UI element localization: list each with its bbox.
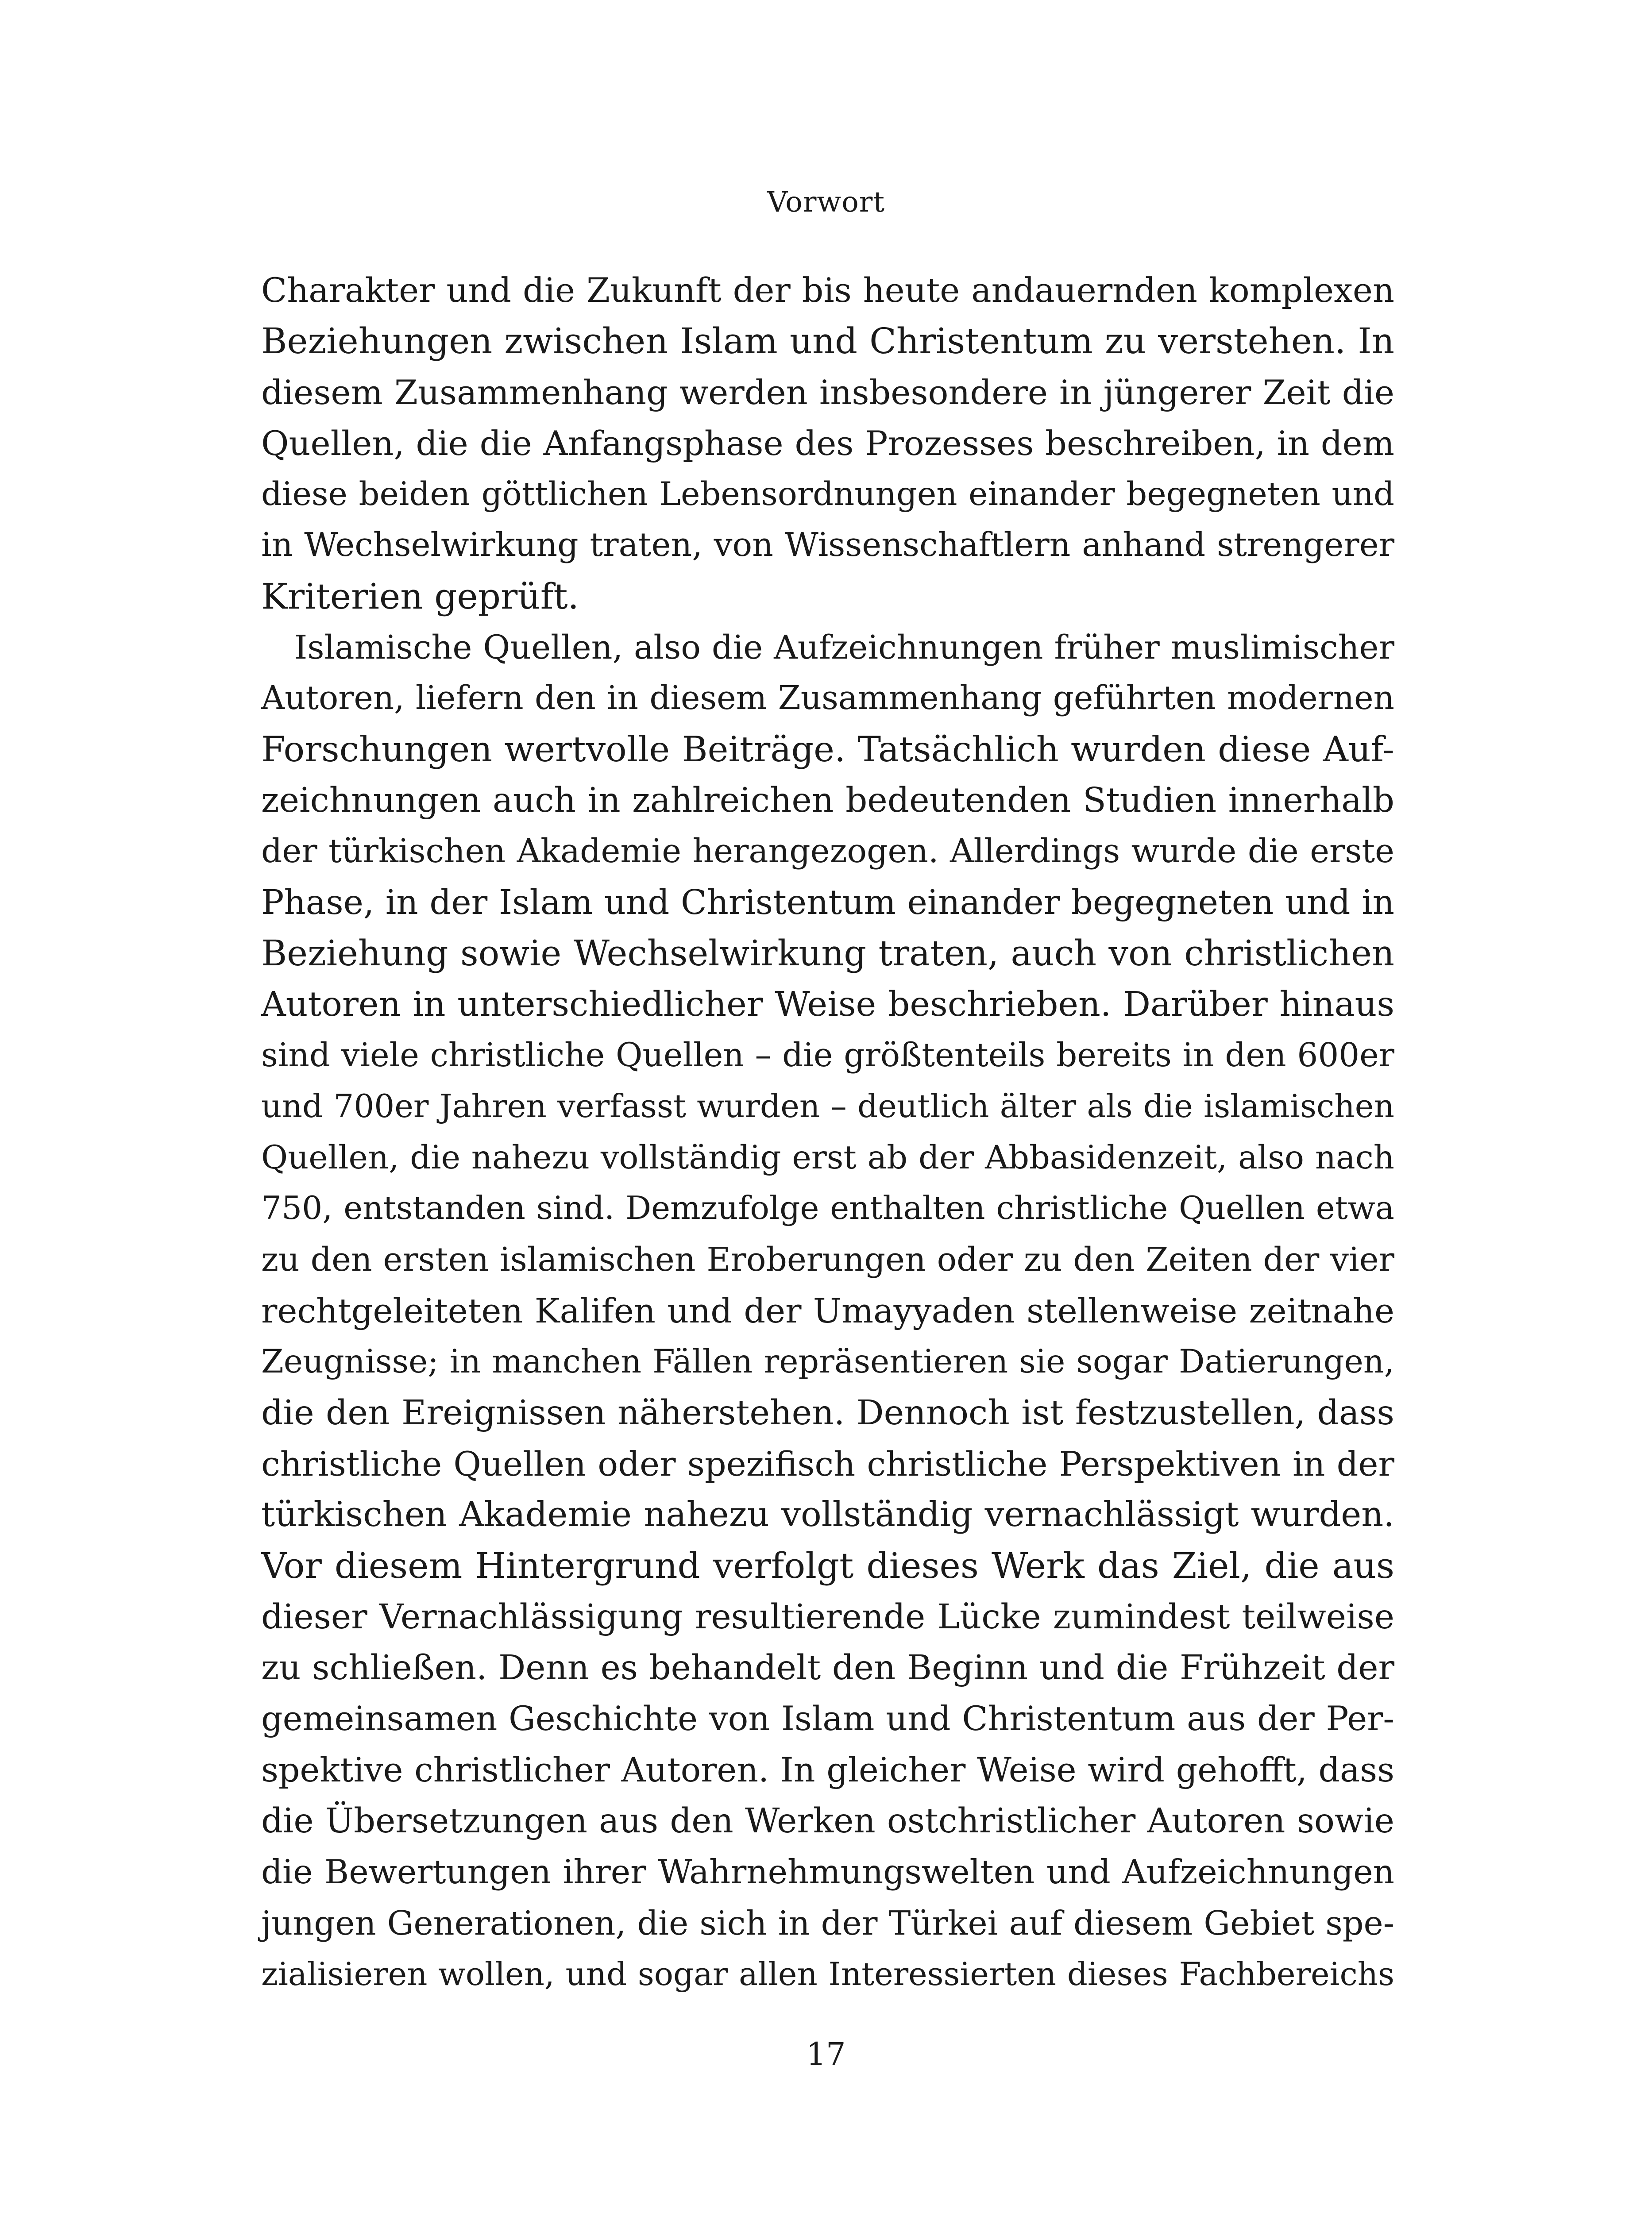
text-line: dieser Vernachlässigung resultierende Lücke zumindest teilweise [261, 1597, 1394, 1637]
text-line: der türkischen Akademie herangezogen. Allerdings wurde die erste [261, 832, 1394, 871]
text-line: sind viele christliche Quellen – die größtenteils bereits in den 600er [261, 1037, 1394, 1075]
paragraph [261, 265, 1394, 622]
text-line: rechtgeleiteten Kalifen und der Umayyaden stellenweise zeitnahe [261, 1291, 1394, 1330]
body-text [261, 265, 1394, 2000]
text-line: Zeugnisse; in manchen Fällen repräsentieren sie sogar Datierungen, [261, 1343, 1394, 1381]
text-line: in Wechselwirkung traten, von Wissenschaftlern anhand strengerer [261, 526, 1394, 564]
text-line: die Übersetzungen aus den Werken ostchristlicher Autoren sowie [261, 1801, 1394, 1841]
text-line: zu schließen. Denn es behandelt den Beginn und die Frühzeit der [261, 1648, 1394, 1688]
text-line: Autoren, liefern den in diesem Zusammenhang geführten modernen [261, 679, 1394, 717]
text-line: Kriterien geprüft. [261, 575, 579, 617]
text-line: diesem Zusammenhang werden insbesondere in jüngerer Zeit die [261, 372, 1394, 412]
paragraph [261, 622, 1394, 2000]
text-line: zialisieren wollen, und sogar allen Interessierten dieses Fachbereichs [261, 1955, 1394, 1993]
text-line: Charakter und die Zukunft der bis heute andauernden komplexen [261, 270, 1394, 310]
text-line: Forschungen wertvolle Beiträge. Tatsächlich wurden diese Auf- [261, 729, 1394, 770]
text-line: Autoren in unterschiedlicher Weise beschrieben. Darüber hinaus [261, 984, 1394, 1025]
text-line: Vor diesem Hintergrund verfolgt dieses Werk das Ziel, die aus [261, 1545, 1394, 1587]
text-line: jungen Generationen, die sich in der Türkei auf diesem Gebiet spe- [261, 1904, 1394, 1943]
page-number: 17 [806, 2036, 846, 2072]
text-line: gemeinsamen Geschichte von Islam und Christentum aus der Per- [261, 1699, 1394, 1739]
text-line: Phase, in der Islam und Christentum einander begegneten und in [261, 883, 1394, 922]
text-line: Quellen, die die Anfangsphase des Prozesses beschreiben, in dem [261, 423, 1394, 463]
text-line: 750, entstanden sind. Demzufolge enthalten christliche Quellen etwa [261, 1190, 1394, 1227]
text-line: Quellen, die nahezu vollständig erst ab der Abbasidenzeit, also nach [261, 1139, 1394, 1177]
text-line: die den Ereignissen näherstehen. Dennoch ist festzustellen, dass [261, 1392, 1394, 1433]
text-line: und 700er Jahren verfasst wurden – deutlich älter als die islamischen [261, 1087, 1394, 1125]
text-line: türkischen Akademie nahezu vollständig vernachlässigt wurden. [261, 1495, 1394, 1535]
text-line: zeichnungen auch in zahlreichen bedeutenden Studien innerhalb [261, 780, 1394, 820]
text-line: Islamische Quellen, also die Aufzeichnungen früher muslimischer [294, 628, 1394, 667]
text-line: diese beiden göttlichen Lebensordnungen einander begegneten und [261, 475, 1394, 513]
text-line: christliche Quellen oder spezifisch christliche Perspektiven in der [261, 1444, 1394, 1484]
text-line: Beziehung sowie Wechselwirkung traten, auch von christlichen [261, 933, 1394, 974]
text-line: spektive christlicher Autoren. In gleicher Weise wird gehofft, dass [261, 1750, 1394, 1789]
text-line: zu den ersten islamischen Eroberungen oder zu den Zeiten der vier [261, 1240, 1394, 1279]
text-line: die Bewertungen ihrer Wahrnehmungswelten und Aufzeichnungen [261, 1852, 1394, 1892]
text-line: Beziehungen zwischen Islam und Christentum zu verstehen. In [261, 320, 1394, 362]
running-head: Vorwort [767, 186, 885, 219]
